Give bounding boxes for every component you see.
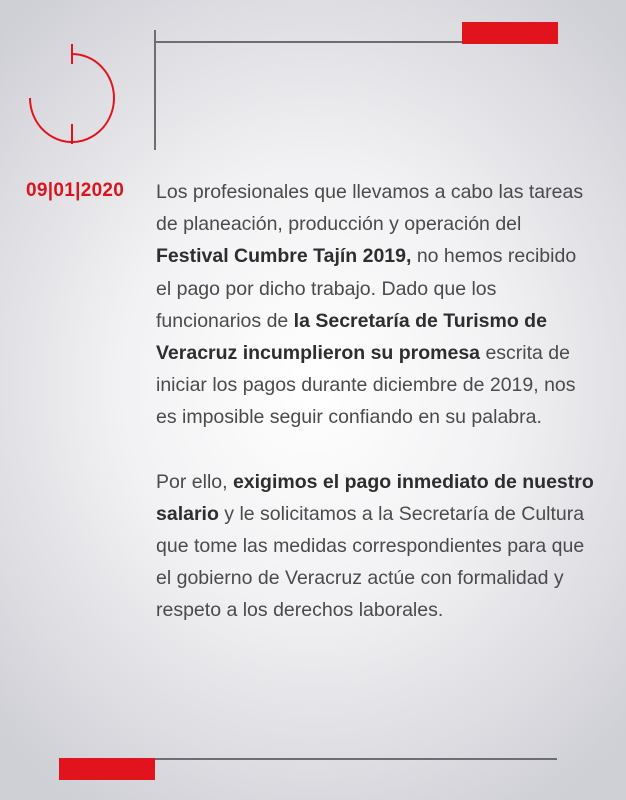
bold-secretaria: la Secretaría de Turismo de Veracruz incumplieron su promesa — [156, 309, 547, 365]
logo-icon — [22, 40, 132, 160]
text-span: no hemos recibido el pago por dicho trabajo. Dado que los funcionarios de — [156, 245, 577, 332]
statement-text — [156, 176, 596, 627]
text-span: escrita de iniciar los pagos durante diciembre de 2019, nos es imposible seguir confiando en su palabra. — [156, 342, 576, 429]
top-rule — [156, 41, 462, 43]
bottom-red-bar — [59, 758, 155, 780]
paragraph-1 — [156, 176, 596, 434]
text-span: y le solicitamos a la Secretaría de Cultura que tome las medidas correspondientes para que el gobierno de Veracruz actúe con formalidad y respeto a los derechos laborales. — [156, 502, 585, 622]
paragraph-2 — [156, 466, 596, 627]
bold-festival: Festival Cumbre Tajín 2019, — [156, 245, 412, 268]
bold-exigimos: exigimos el pago inmediato de nuestro salario — [156, 470, 594, 525]
text-span: Los profesionales que llevamos a cabo las tareas de planeación, producción y operación del — [156, 181, 584, 236]
top-red-bar — [462, 22, 558, 44]
bottom-rule — [155, 758, 557, 760]
date-label: 09|01|2020 — [26, 180, 125, 201]
vertical-rule — [154, 30, 156, 150]
text-span: Por ello, — [156, 470, 233, 493]
